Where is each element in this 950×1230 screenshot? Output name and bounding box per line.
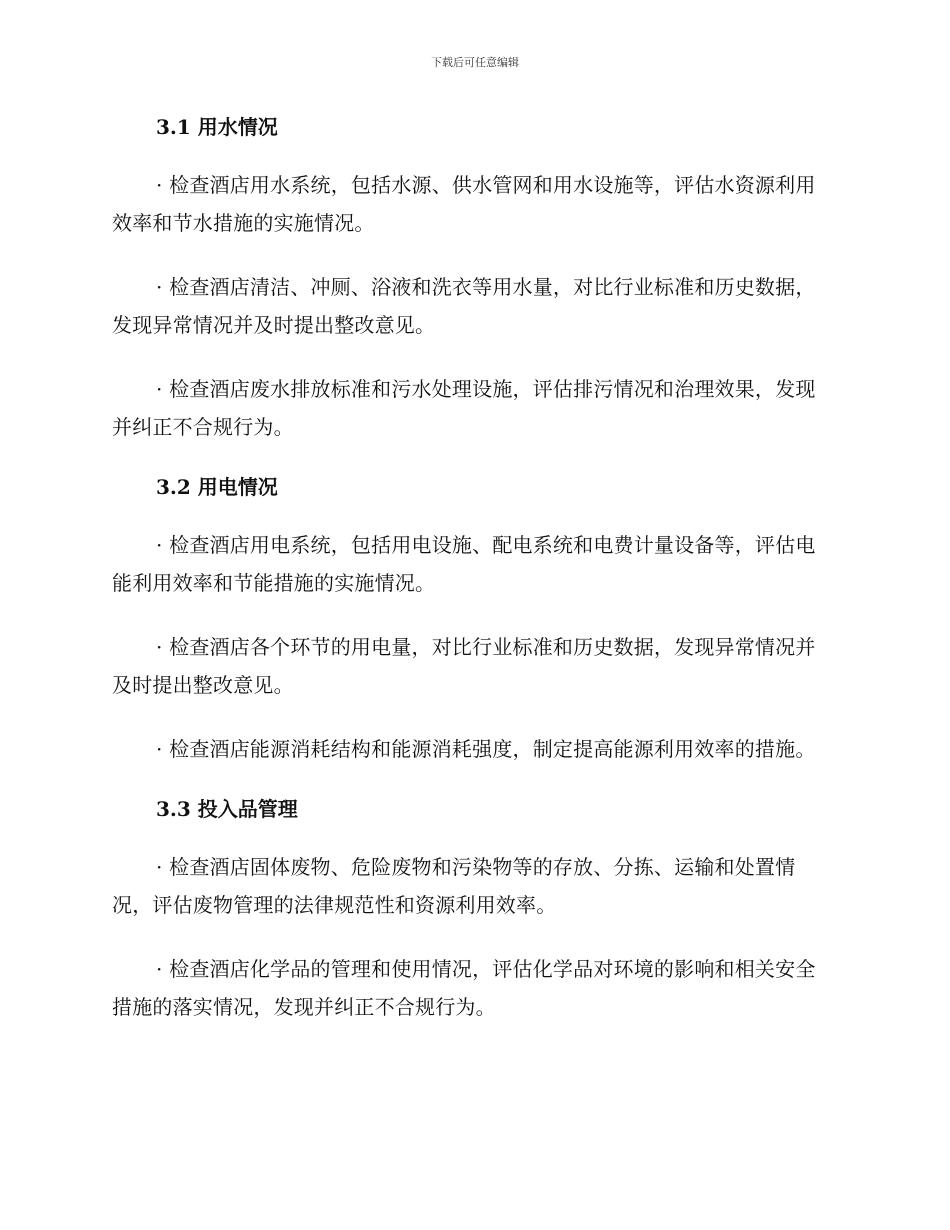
section-inputs-management <box>112 794 824 1026</box>
paragraph: · 检查酒店化学品的管理和使用情况，评估化学品对环境的影响和相关安全措施的落实情况，发现并纠正不合规行为。 <box>112 957 816 1019</box>
paragraph: · 检查酒店固体废物、危险废物和污染物等的存放、分拣、运输和处置情况，评估废物管理的法律规范性和资源利用效率。 <box>112 855 796 917</box>
paragraph: · 检查酒店各个环节的用电量，对比行业标准和历史数据，发现异常情况并及时提出整改意见。 <box>112 635 816 697</box>
section-heading: 3.3 投入品管理 <box>156 797 298 821</box>
paragraph: · 检查酒店用电系统，包括用电设施、配电系统和电费计量设备等，评估电能利用效率和节能措施的实施情况。 <box>112 533 816 595</box>
paragraph: · 检查酒店废水排放标准和污水处理设施，评估排污情况和治理效果，发现并纠正不合规行为。 <box>112 377 816 439</box>
section-heading: 3.2 用电情况 <box>156 475 278 499</box>
document-body <box>112 112 824 1052</box>
section-electricity <box>112 472 824 768</box>
paragraph: · 检查酒店用水系统，包括水源、供水管网和用水设施等，评估水资源利用效率和节水措施的实施情况。 <box>112 173 816 235</box>
section-heading: 3.1 用水情况 <box>156 115 278 139</box>
section-water <box>112 112 824 446</box>
paragraph: · 检查酒店清洁、冲厕、浴液和洗衣等用水量，对比行业标准和历史数据，发现异常情况并及时提出整改意见。 <box>112 275 816 337</box>
page-header-note: 下载后可任意编辑 <box>431 56 519 69</box>
paragraph: · 检查酒店能源消耗结构和能源消耗强度，制定提高能源利用效率的措施。 <box>156 737 816 761</box>
